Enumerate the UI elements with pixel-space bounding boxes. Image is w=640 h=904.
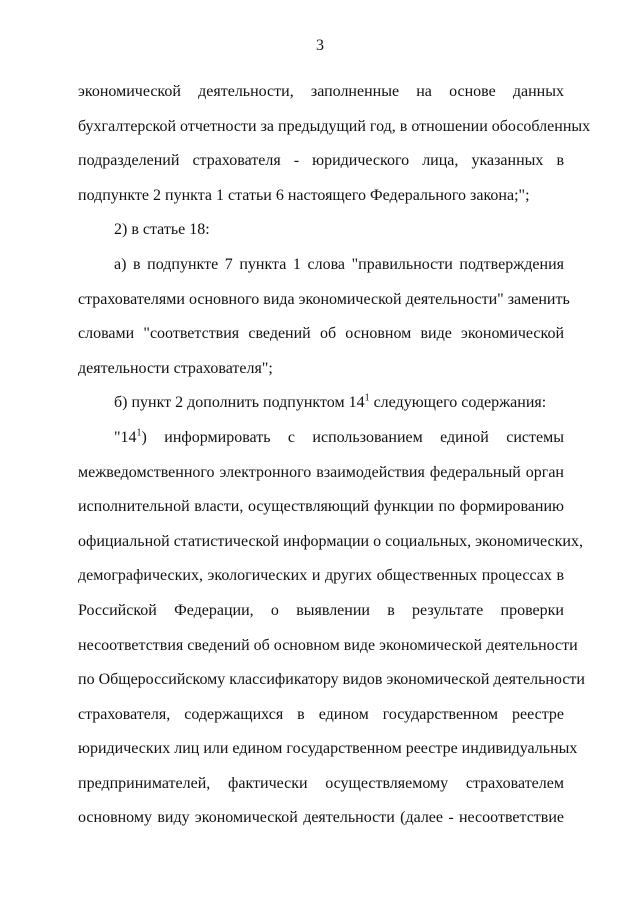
text-line: несоответствия сведений об основном виде экономической деятельности: [78, 636, 578, 654]
text-line: бухгалтерской отчетности за предыдущий год, в отношении обособленных: [78, 117, 591, 135]
text-line: словами "соответствия сведений об основном виде экономической: [78, 325, 564, 343]
text-line: экономической деятельности, заполненные на основе данных: [78, 83, 564, 100]
page-number: 3: [316, 37, 324, 54]
text-line: исполнительной власти, осуществляющий функции по формированию: [78, 498, 564, 516]
text-line: [78, 421, 564, 456]
text-line: по Общероссийскому классификатору видов экономической деятельности: [78, 671, 585, 689]
text-line: а) в подпункте 7 пункта 1 слова "правильности подтверждения: [114, 255, 564, 273]
text-line: демографических, экологических и других общественных процессах в: [78, 567, 564, 585]
text-line: официальной статистической информации о социальных, экономических,: [78, 532, 583, 550]
document-body: [78, 75, 591, 836]
text-line: [78, 386, 564, 421]
text-fragment: ) информировать с использованием единой системы: [141, 428, 564, 446]
text-line: предпринимателей, фактически осуществляемому страхователем: [78, 774, 564, 792]
text-line: 2) в статье 18:: [114, 221, 210, 239]
text-line: основному виду экономической деятельности (далее - несоответствие: [78, 809, 564, 827]
text-line: деятельности страхователя";: [78, 359, 273, 377]
text-line: юридических лиц или едином государственном реестре индивидуальных: [78, 740, 578, 758]
text-line: Российской Федерации, о выявлении в результате проверки: [78, 601, 564, 619]
text-fragment: б) пункт 2 дополнить подпунктом 14: [114, 394, 365, 412]
text-line: подпункте 2 пункта 1 статьи 6 настоящего Федерального закона;";: [78, 186, 530, 204]
text-line: страхователями основного вида экономической деятельности" заменить: [78, 290, 570, 308]
text-line: страхователя, содержащихся в едином государственном реестре: [78, 705, 564, 723]
text-line: межведомственного электронного взаимодействия федеральный орган: [78, 463, 564, 481]
text-line: подразделений страхователя - юридического лица, указанных в: [78, 152, 564, 170]
text-fragment: следующего содержания:: [369, 394, 547, 412]
text-fragment: "14: [114, 428, 137, 446]
superscript: 1: [136, 427, 142, 439]
superscript: 1: [364, 393, 370, 405]
